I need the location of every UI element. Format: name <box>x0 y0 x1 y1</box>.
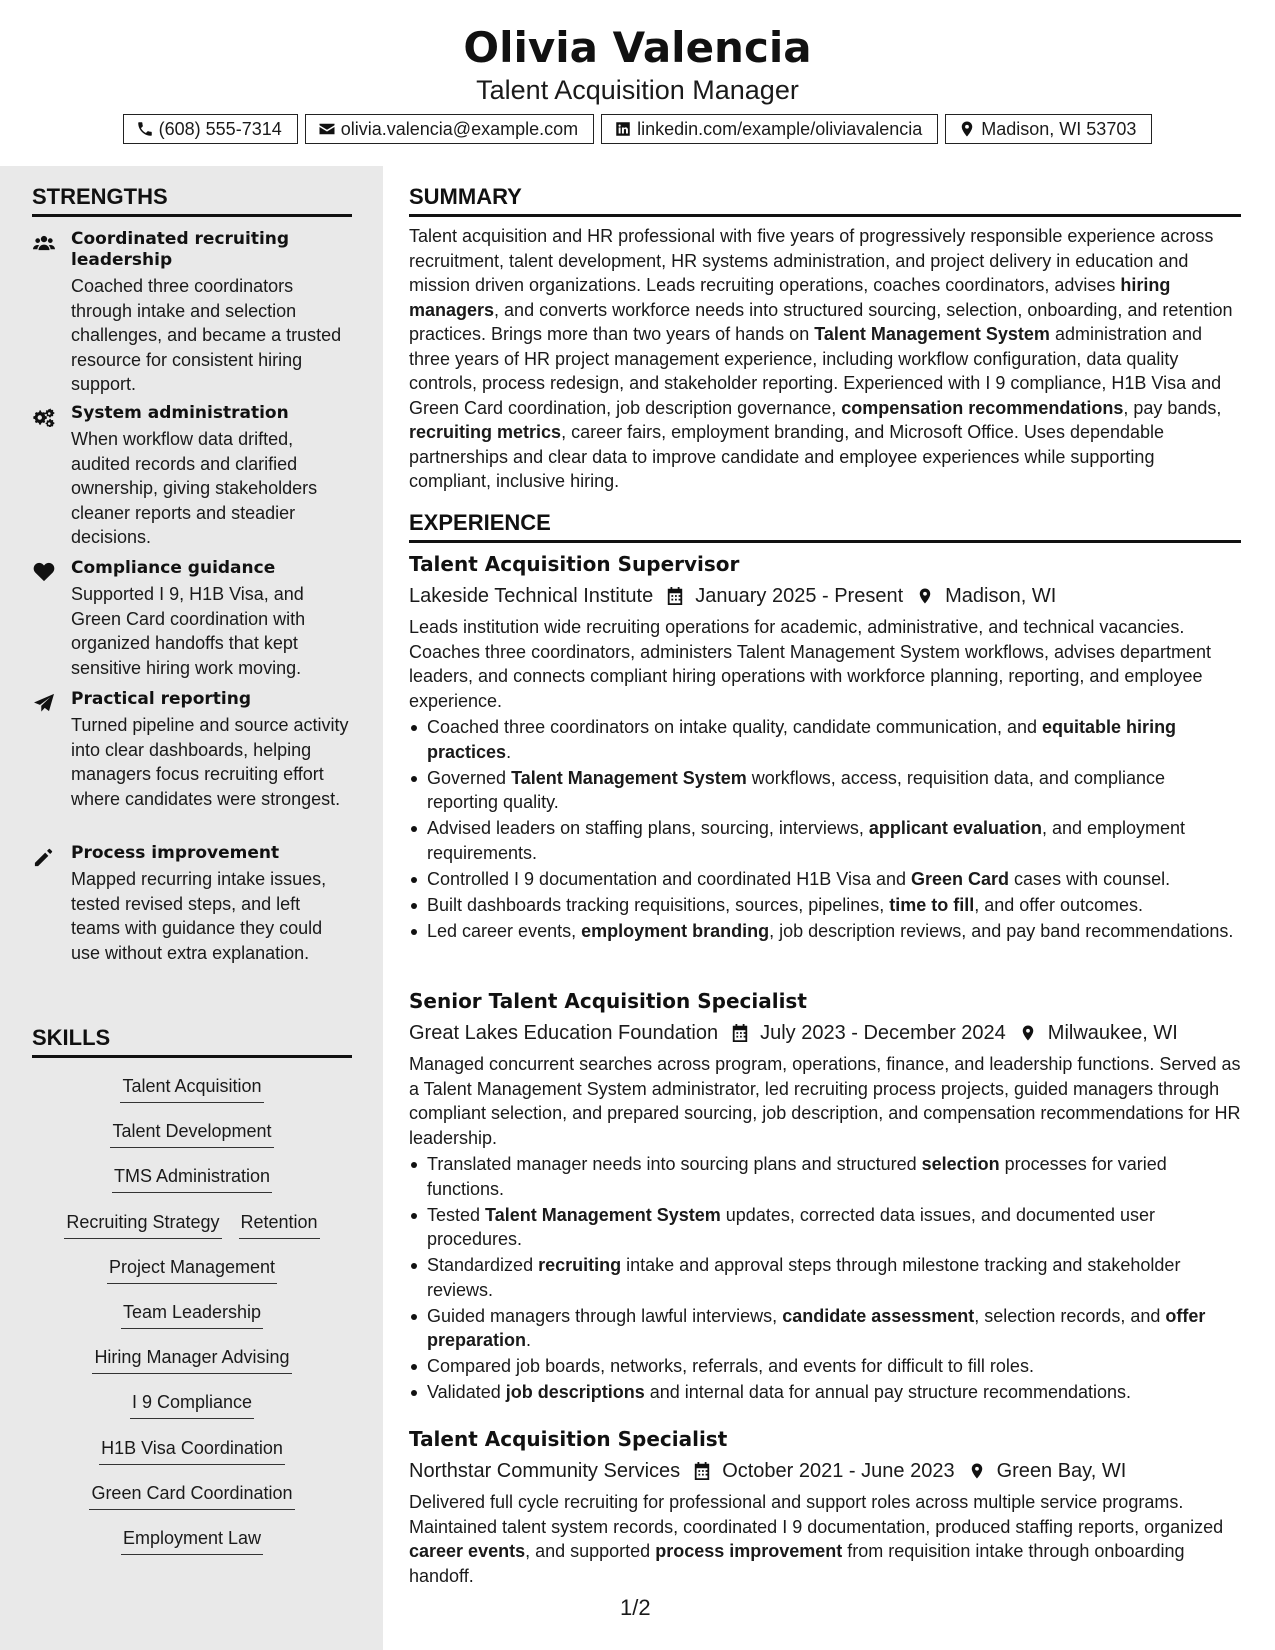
strengths-heading: STRENGTHS <box>32 184 352 217</box>
calendar-icon <box>731 1023 749 1043</box>
skill-tag: H1B Visa Coordination <box>99 1436 285 1465</box>
list-item: Standardized recruiting intake and approval steps through milestone tracking and stakeholder reviews. <box>409 1253 1241 1302</box>
strength-description: When workflow data drifted, audited records and clarified ownership, giving stakeholders cleaner reports and steadier decisions. <box>71 429 318 547</box>
emphasis-text: Green Card <box>911 868 1010 889</box>
job-description: Leads institution wide recruiting operations for academic, administrative, and technical vacancies. Coaches three coordinators, administers Talent Management System workflows, advises department leaders, and connects compliant hiring operations with workforce planning, reporting, and employee experience. <box>409 617 1212 711</box>
job-company: Great Lakes Education Foundation <box>409 1022 719 1044</box>
emphasis-text: equitable hiring practices <box>427 717 1177 762</box>
strength-description: Mapped recurring intake issues, tested revised steps, and left teams with guidance they could use without extra explanation. <box>71 869 327 963</box>
skill-tag: I 9 Compliance <box>130 1390 254 1419</box>
strength-title: Process improvement <box>71 843 280 863</box>
calendar-icon <box>693 1461 711 1481</box>
contact-email-text: olivia.valencia@example.com <box>340 118 579 139</box>
skill-tag: Employment Law <box>121 1526 263 1555</box>
job-company: Lakeside Technical Institute <box>409 585 654 607</box>
emphasis-text: candidate assessment <box>782 1305 975 1326</box>
contact-phone-text: (608) 555-7314 <box>158 118 282 139</box>
heart-icon <box>33 562 55 582</box>
job-dates: January 2025 - Present <box>695 585 904 607</box>
calendar-icon <box>666 586 684 606</box>
page-number: 1/2 <box>620 1595 651 1620</box>
list-item: Led career events, employment branding, job description reviews, and pay band recommendations. <box>409 919 1241 944</box>
skill-tag: Recruiting Strategy <box>64 1210 221 1239</box>
map-pin-icon <box>968 1461 986 1481</box>
emphasis-text: hiring managers <box>409 275 1171 320</box>
list-item: Translated manager needs into sourcing plans and structured selection processes for varied functions. <box>409 1152 1241 1201</box>
job-location: Green Bay, WI <box>996 1460 1127 1482</box>
contact-location-text: Madison, WI 53703 <box>981 118 1137 139</box>
job-bullets <box>409 715 1241 943</box>
list-item: Coached three coordinators on intake quality, candidate communication, and equitable hiring practices. <box>409 715 1241 764</box>
job-meta <box>409 1458 1241 1484</box>
contact-linkedin[interactable] <box>601 114 938 144</box>
emphasis-text: selection <box>921 1154 1000 1174</box>
contact-linkedin-text: linkedin.com/example/oliviavalencia <box>637 118 923 139</box>
skill-tag: Team Leadership <box>121 1300 263 1329</box>
summary-heading: SUMMARY <box>409 184 1241 217</box>
linkedin-icon <box>614 120 632 138</box>
contact-location[interactable] <box>945 114 1152 144</box>
job-dates: July 2023 - December 2024 <box>760 1022 1006 1044</box>
strength-title: Coordinated recruiting leadership <box>71 229 290 270</box>
strength-item <box>32 229 352 397</box>
job-title: Talent Acquisition Supervisor <box>409 552 740 576</box>
emphasis-text: Talent Management System <box>511 767 747 788</box>
strength-title: Compliance guidance <box>71 558 276 578</box>
job-description: Delivered full cycle recruiting for professional and support roles across multiple service programs. Maintained talent system records, coordinated I 9 documentation, produced staffing reports, organized career events, and supported process improvement from requisition intake through onboarding handoff. <box>409 1492 1224 1586</box>
resume-header <box>0 0 1275 166</box>
emphasis-text: recruiting metrics <box>409 422 562 442</box>
skills-list <box>32 1074 352 1571</box>
job-entry <box>409 551 1241 945</box>
map-pin-icon <box>958 120 976 138</box>
emphasis-text: time to fill <box>889 894 975 915</box>
job-location: Milwaukee, WI <box>1047 1022 1178 1044</box>
job-meta <box>409 1020 1241 1046</box>
list-item: Advised leaders on staffing plans, sourcing, interviews, applicant evaluation, and employment requirements. <box>409 816 1241 865</box>
job-dates: October 2021 - June 2023 <box>722 1460 955 1482</box>
contact-email[interactable] <box>305 114 594 144</box>
strength-title: Practical reporting <box>71 689 252 709</box>
emphasis-text: Talent Management System <box>814 324 1050 344</box>
emphasis-text: Talent Management System <box>485 1204 721 1225</box>
skill-tag: Talent Acquisition <box>120 1074 263 1103</box>
emphasis-text: offer preparation <box>427 1305 1206 1350</box>
envelope-icon <box>318 120 336 138</box>
strength-description: Supported I 9, H1B Visa, and Green Card coordination with organized handoffs that kept sensitive hiring work moving. <box>71 584 306 678</box>
users-icon <box>33 233 55 253</box>
paper-plane-icon <box>33 693 55 713</box>
list-item: Governed Talent Management System workflows, access, requisition data, and compliance reporting quality. <box>409 766 1241 815</box>
skill-tag: Green Card Coordination <box>89 1481 294 1510</box>
job-location: Madison, WI <box>945 585 1057 607</box>
emphasis-text: applicant evaluation <box>868 818 1042 838</box>
strength-description: Coached three coordinators through intake and selection challenges, and became a trusted resource for consistent hiring support. <box>71 276 342 394</box>
job-bullets <box>409 1152 1241 1405</box>
emphasis-text: process improvement <box>655 1541 843 1561</box>
list-item: Validated job descriptions and internal data for annual pay structure recommendations. <box>409 1380 1241 1405</box>
contact-bar <box>0 114 1275 144</box>
skill-tag: Project Management <box>107 1255 277 1284</box>
skill-tag: Talent Development <box>110 1119 273 1148</box>
emphasis-text: recruiting <box>538 1255 622 1275</box>
job-meta <box>409 583 1241 609</box>
pencil-icon <box>33 847 55 867</box>
phone-icon <box>136 120 154 138</box>
contact-phone[interactable] <box>123 114 298 144</box>
emphasis-text: career events <box>409 1541 526 1561</box>
list-item: Built dashboards tracking requisitions, sources, pipelines, time to fill, and offer outcomes. <box>409 893 1241 918</box>
job-title: Talent Acquisition Specialist <box>409 1427 728 1451</box>
candidate-title: Talent Acquisition Manager <box>476 75 799 105</box>
strength-item <box>32 558 352 680</box>
map-pin-icon <box>1019 1023 1037 1043</box>
job-title: Senior Talent Acquisition Specialist <box>409 989 807 1013</box>
skill-tag: TMS Administration <box>112 1164 272 1193</box>
experience-heading: EXPERIENCE <box>409 510 1241 543</box>
strength-description: Turned pipeline and source activity into clear dashboards, helping managers focus recruiting effort where candidates were strongest. <box>71 715 349 809</box>
skills-heading: SKILLS <box>32 1025 352 1058</box>
strength-item <box>32 843 352 965</box>
emphasis-text: compensation recommendations <box>841 397 1124 418</box>
job-entry <box>409 988 1241 1406</box>
summary-text: Talent acquisition and HR professional with five years of progressively responsible experience across recruitment, talent development, HR systems administration, and project delivery in education and mission driven organizations. Leads recruiting operations, coaches coordinators, advises hiring managers, and converts workforce needs into structured sourcing, selection, onboarding, and retention practices. Brings more than two years of hands on Talent Management System administration and three years of HR project management experience, including workflow configuration, data quality controls, process redesign, and stakeholder reporting. Experienced with I 9 compliance, H1B Visa and Green Card coordination, job description governance, compensation recommendations, pay bands, recruiting metrics, career fairs, employment branding, and Microsoft Office. Uses dependable partnerships and clear data to improve candidate and employee experiences while supporting compliant, inclusive hiring. <box>409 226 1233 491</box>
job-entry <box>409 1426 1241 1588</box>
skill-tag: Hiring Manager Advising <box>92 1345 291 1374</box>
candidate-name: Olivia Valencia <box>463 23 812 72</box>
job-company: Northstar Community Services <box>409 1460 681 1482</box>
emphasis-text: employment branding <box>581 920 770 941</box>
gears-icon <box>33 407 55 427</box>
strength-item <box>32 403 352 550</box>
map-pin-icon <box>916 586 934 606</box>
list-item: Controlled I 9 documentation and coordinated H1B Visa and Green Card cases with counsel. <box>409 867 1241 892</box>
skill-tag: Retention <box>239 1210 320 1239</box>
emphasis-text: job descriptions <box>505 1382 645 1402</box>
strength-title: System administration <box>71 403 289 423</box>
list-item: Tested Talent Management System updates, corrected data issues, and documented user procedures. <box>409 1203 1241 1252</box>
strength-item <box>32 689 352 811</box>
list-item: Guided managers through lawful interviews, candidate assessment, selection records, and offer preparation. <box>409 1304 1241 1353</box>
job-description: Managed concurrent searches across program, operations, finance, and leadership functions. Served as a Talent Management System administrator, led recruiting process projects, guided managers through compliant selection, and prepared sourcing, job description, and compensation recommendations for HR leadership. <box>409 1054 1241 1148</box>
list-item: Compared job boards, networks, referrals, and events for difficult to fill roles. <box>409 1354 1241 1379</box>
